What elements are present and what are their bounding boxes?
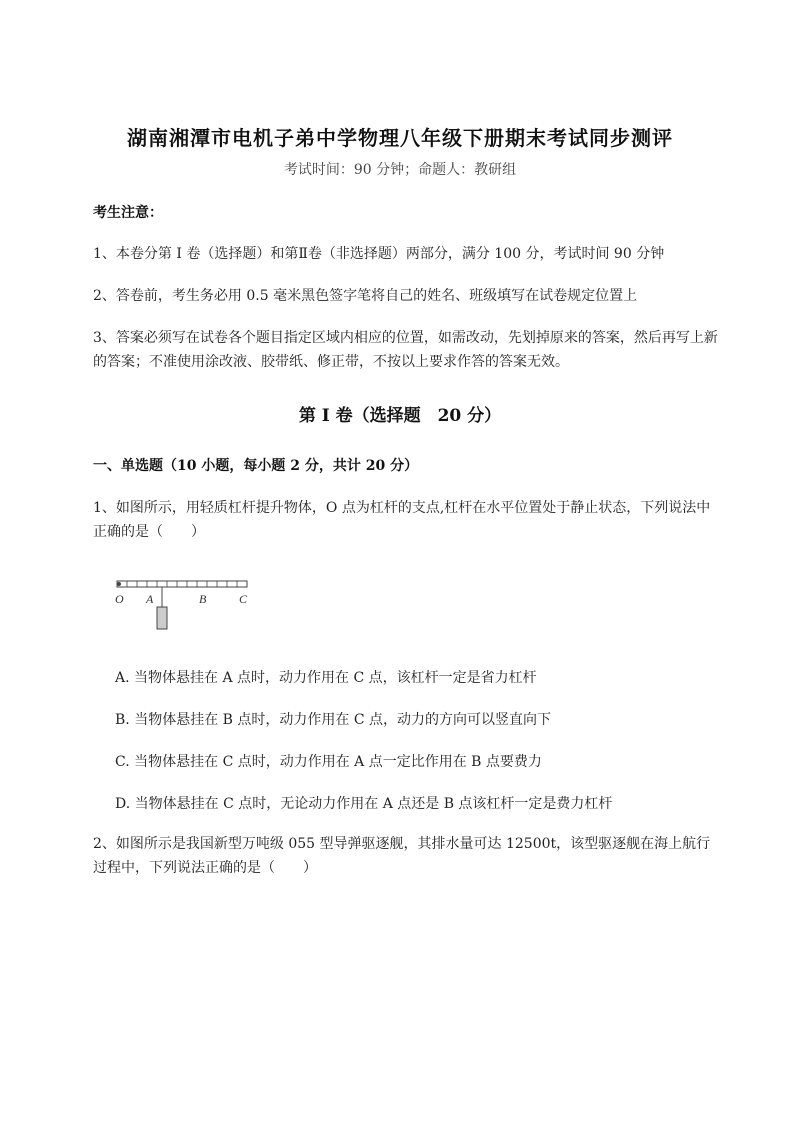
section-title: 第 I 卷（选择题 20 分） [298,406,502,426]
notice-item-3: 3、答案必须写在试卷各个题目指定区域内相应的位置，如需改动，先划掉原来的答案，然后再写上新的答案；不准使用涂改液、胶带纸、修正带，不按以上要求作答的答案无效。 [93,330,718,370]
exam-subtitle: 考试时间：90 分钟；命题人：教研组 [283,162,517,178]
hanging-weight [157,607,167,629]
q1-option-c: C. 当物体悬挂在 C 点时，动力作用在 A 点一定比作用在 B 点要费力 [115,754,542,770]
q1-option-b: B. 当物体悬挂在 B 点时，动力作用在 C 点，动力的方向可以竖直向下 [115,712,551,728]
pivot-point [117,582,121,586]
label-c: C [239,592,248,606]
exam-title: 湖南湘潭市电机子弟中学物理八年级下册期末考试同步测评 [127,126,673,150]
question-2-stem: 2、如图所示是我国新型万吨级 055 型导弹驱逐舰，其排水量可达 12500t，该型驱逐舰在海上航行过程中，下列说法正确的是（ ） [93,836,711,876]
question-1-stem: 1、如图所示，用轻质杠杆提升物体，O 点为杠杆的支点,杠杆在水平位置处于静止状态，下列说法中正确的是（ ） [93,500,711,540]
q1-option-d: D. 当物体悬挂在 C 点时，无论动力作用在 A 点还是 B 点该杠杆一定是费力杠杆 [115,796,613,812]
notice-heading: 考生注意： [93,205,163,221]
part-heading: 一、单选题（10 小题，每小题 2 分，共计 20 分） [93,458,419,474]
label-a: A [146,592,154,606]
notice-item-1: 1、本卷分第 I 卷（选择题）和第Ⅱ卷（非选择题）两部分，满分 100 分，考试时间 90 分钟 [93,246,665,262]
lever-figure [112,575,262,635]
label-o: O [115,592,124,606]
lever-bar [117,581,247,587]
notice-item-2: 2、答卷前，考生务必用 0.5 毫米黑色签字笔将自己的姓名、班级填写在试卷规定位置上 [93,288,638,304]
q1-option-a: A. 当物体悬挂在 A 点时，动力作用在 C 点，该杠杆一定是省力杠杆 [115,670,537,686]
label-b: B [199,592,207,606]
